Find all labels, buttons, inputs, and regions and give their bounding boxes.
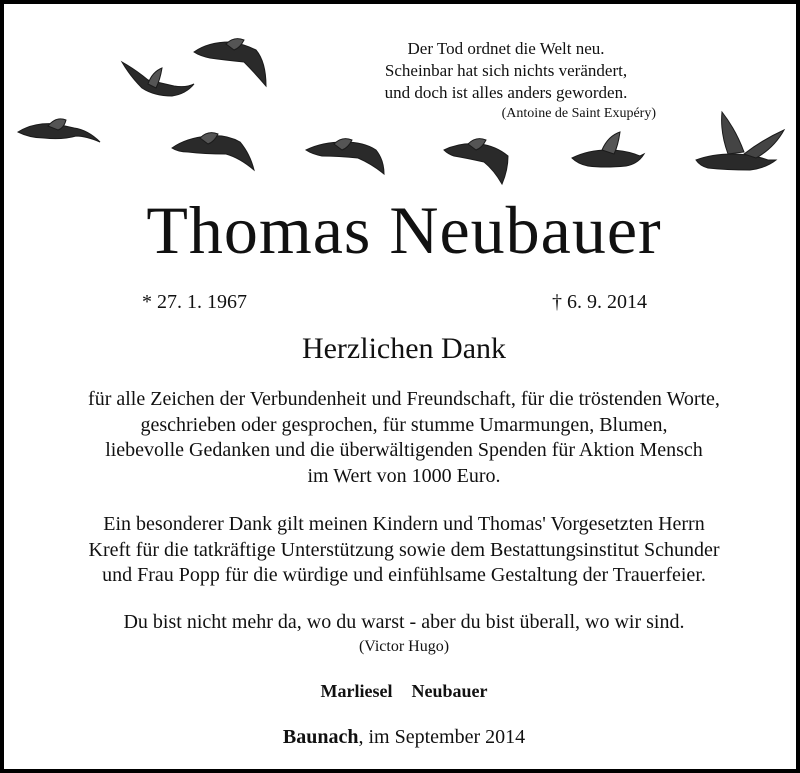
closing-quote-text: Du bist nicht mehr da, wo du warst - aber du bist überall, wo wir sind. — [123, 611, 685, 633]
epigraph-line: und doch ist alles anders geworden. — [384, 83, 628, 102]
epigraph-quote — [356, 38, 656, 124]
thanks-heading: Herzlichen Dank — [301, 332, 507, 365]
place-date: , im September 2014 — [358, 726, 526, 748]
deceased-name: Thomas Neubauer — [146, 192, 662, 268]
goose-icon — [172, 133, 254, 170]
goose-icon — [306, 139, 384, 174]
goose-icon — [194, 39, 266, 86]
closing-quote — [24, 610, 784, 658]
goose-icon — [444, 139, 508, 184]
closing-quote-attribution: (Victor Hugo) — [358, 637, 450, 655]
goose-icon — [696, 112, 784, 170]
paragraph-line: Ein besonderer Dank gilt meinen Kindern und Thomas' Vorgesetzten Herrn — [103, 513, 705, 535]
paragraph-line: geschrieben oder gesprochen, für stumme Umarmungen, Blumen, — [140, 413, 668, 436]
paragraph-line: für alle Zeichen der Verbundenheit und Freundschaft, für die tröstenden Worte, — [88, 388, 720, 410]
place-city: Baunach — [282, 726, 359, 748]
goose-icon — [122, 62, 194, 96]
birth-date: * 27. 1. 1967 — [142, 291, 247, 313]
thanks-paragraph — [24, 387, 784, 489]
goose-icon — [18, 119, 100, 142]
epigraph-line: Scheinbar hat sich nichts verändert, — [384, 61, 628, 80]
paragraph-line: liebevolle Gedanken und die überwältigenden Spenden für Aktion Mensch — [105, 439, 703, 461]
special-thanks-paragraph — [24, 512, 784, 589]
epigraph-line: Der Tod ordnet die Welt neu. — [407, 39, 605, 58]
paragraph-line: im Wert von 1000 Euro. — [307, 464, 501, 487]
paragraph-line: Kreft für die tatkräftige Unterstützung sowie dem Bestattungsinstitut Schunder — [88, 538, 720, 561]
death-date: † 6. 9. 2014 — [552, 291, 647, 313]
place-and-date — [4, 724, 800, 750]
epigraph-attribution: (Antoine de Saint Exupéry) — [501, 106, 656, 121]
goose-icon — [572, 132, 644, 167]
signer-name: Marliesel Neubauer — [320, 681, 488, 701]
paragraph-line: und Frau Popp für die würdige und einfühlsame Gestaltung der Trauerfeier. — [102, 564, 706, 586]
